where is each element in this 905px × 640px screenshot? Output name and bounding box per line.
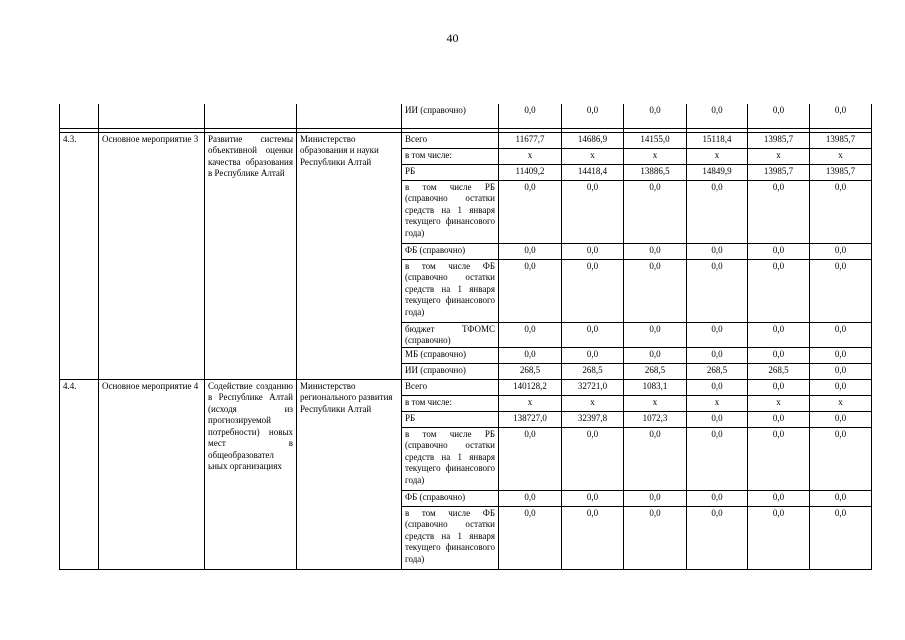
value-cell: 0,0: [810, 347, 872, 363]
value-cell: 0,0: [687, 411, 748, 427]
value-cell: 138727,0: [499, 411, 562, 427]
value-cell: 11409,2: [499, 164, 562, 180]
value-cell: 0,0: [624, 347, 687, 363]
value-cell: 14849,9: [687, 164, 748, 180]
value-cell: 14418,4: [562, 164, 624, 180]
funding-source: ФБ (справочно): [402, 243, 499, 259]
value-cell: 0,0: [748, 322, 810, 347]
value-cell: х: [748, 148, 810, 164]
value-cell: 0,0: [687, 490, 748, 506]
funding-source: в том числе ФБ (справочно остатки средств на 1 января текущего финансового года): [402, 259, 499, 322]
value-cell: х: [562, 395, 624, 411]
value-cell: 0,0: [687, 180, 748, 243]
value-cell: 0,0: [810, 427, 872, 490]
value-cell: 13985,7: [810, 164, 872, 180]
value-cell: 0,0: [562, 243, 624, 259]
value-cell: 0,0: [624, 104, 687, 128]
value-cell: 0,0: [624, 180, 687, 243]
budget-table: [59, 104, 872, 570]
value-cell: 268,5: [687, 363, 748, 379]
value-cell: 0,0: [499, 347, 562, 363]
value-cell: 0,0: [499, 322, 562, 347]
value-cell: 0,0: [810, 322, 872, 347]
value-cell: х: [624, 148, 687, 164]
measure-name-cell: [99, 104, 205, 128]
value-cell: 0,0: [810, 104, 872, 128]
value-cell: 0,0: [562, 180, 624, 243]
measure-code: 4.4.: [60, 379, 99, 569]
value-cell: 0,0: [748, 180, 810, 243]
funding-source: в том числе:: [402, 395, 499, 411]
funding-source: в том числе ФБ (справочно остатки средств на 1 января текущего финансового года): [402, 506, 499, 569]
budget-table-body: [60, 104, 872, 569]
funding-source: РБ: [402, 411, 499, 427]
value-cell: 268,5: [562, 363, 624, 379]
value-cell: 0,0: [748, 506, 810, 569]
value-cell: х: [562, 148, 624, 164]
value-cell: х: [624, 395, 687, 411]
funding-source: МБ (справочно): [402, 347, 499, 363]
value-cell: х: [687, 148, 748, 164]
value-cell: 0,0: [624, 506, 687, 569]
value-cell: 0,0: [562, 104, 624, 128]
value-cell: 0,0: [499, 427, 562, 490]
funding-source: бюджет ТФОМС (справочно): [402, 322, 499, 347]
value-cell: 0,0: [687, 427, 748, 490]
value-cell: 268,5: [624, 363, 687, 379]
measure-executor: Министерство регионального развития Республики Алтай: [297, 379, 402, 569]
value-cell: 0,0: [810, 243, 872, 259]
table-row: [60, 379, 872, 395]
value-cell: 268,5: [499, 363, 562, 379]
value-cell: 0,0: [687, 322, 748, 347]
funding-source: ФБ (справочно): [402, 490, 499, 506]
value-cell: 0,0: [624, 322, 687, 347]
value-cell: 0,0: [687, 506, 748, 569]
value-cell: 1072,3: [624, 411, 687, 427]
value-cell: 0,0: [499, 243, 562, 259]
goal-cell: [205, 104, 297, 128]
value-cell: х: [748, 395, 810, 411]
funding-source: РБ: [402, 164, 499, 180]
value-cell: 14155,0: [624, 132, 687, 148]
measure-name: Основное мероприятие 3: [99, 132, 205, 379]
value-cell: 268,5: [748, 363, 810, 379]
value-cell: 0,0: [562, 347, 624, 363]
value-cell: 0,0: [624, 259, 687, 322]
value-cell: 140128,2: [499, 379, 562, 395]
value-cell: 1083,1: [624, 379, 687, 395]
measure-goal: Развитие системы объективной оценки качества образования в Республике Алтай: [205, 132, 297, 379]
value-cell: 0,0: [624, 490, 687, 506]
value-cell: 0,0: [748, 490, 810, 506]
value-cell: 0,0: [562, 259, 624, 322]
value-cell: 13985,7: [748, 164, 810, 180]
value-cell: 0,0: [687, 243, 748, 259]
funding-source: в том числе:: [402, 148, 499, 164]
value-cell: 13985,7: [748, 132, 810, 148]
measure-name: Основное мероприятие 4: [99, 379, 205, 569]
value-cell: 0,0: [687, 379, 748, 395]
value-cell: 0,0: [562, 506, 624, 569]
value-cell: 0,0: [499, 259, 562, 322]
value-cell: 0,0: [562, 322, 624, 347]
value-cell: 0,0: [562, 427, 624, 490]
funding-source: в том числе РБ (справочно остатки средств на 1 января текущего финансового года): [402, 427, 499, 490]
value-cell: 0,0: [810, 180, 872, 243]
funding-source: Всего: [402, 132, 499, 148]
value-cell: 13985,7: [810, 132, 872, 148]
executor-cell: [297, 104, 402, 128]
value-cell: 0,0: [748, 347, 810, 363]
value-cell: 0,0: [499, 490, 562, 506]
value-cell: 0,0: [810, 490, 872, 506]
value-cell: 32397,8: [562, 411, 624, 427]
value-cell: 0,0: [810, 363, 872, 379]
value-cell: 0,0: [810, 411, 872, 427]
value-cell: 0,0: [499, 506, 562, 569]
value-cell: 14686,9: [562, 132, 624, 148]
value-cell: 0,0: [748, 411, 810, 427]
value-cell: 0,0: [499, 180, 562, 243]
measure-code: 4.3.: [60, 132, 99, 379]
source-cell: ИИ (справочно): [402, 104, 499, 128]
value-cell: 13886,5: [624, 164, 687, 180]
code-cell: [60, 104, 99, 128]
value-cell: х: [499, 148, 562, 164]
table-row: [60, 132, 872, 148]
funding-source: Всего: [402, 379, 499, 395]
value-cell: 0,0: [624, 243, 687, 259]
measure-goal: Содействие созданию в Республике Алтай (исходя из прогнозируемой потребности) новых мест в общеобразовател ьных организациях: [205, 379, 297, 569]
value-cell: 0,0: [687, 104, 748, 128]
value-cell: 0,0: [562, 490, 624, 506]
value-cell: 0,0: [748, 259, 810, 322]
value-cell: 0,0: [810, 506, 872, 569]
value-cell: 0,0: [499, 104, 562, 128]
value-cell: 32721,0: [562, 379, 624, 395]
page-number: 40: [446, 31, 459, 45]
value-cell: х: [810, 395, 872, 411]
value-cell: 0,0: [687, 347, 748, 363]
value-cell: 0,0: [624, 427, 687, 490]
value-cell: х: [499, 395, 562, 411]
value-cell: 0,0: [748, 427, 810, 490]
value-cell: 0,0: [810, 259, 872, 322]
value-cell: 0,0: [748, 243, 810, 259]
funding-source: ИИ (справочно): [402, 363, 499, 379]
measure-executor: Министерство образования и науки Республики Алтай: [297, 132, 402, 379]
funding-source: в том числе РБ (справочно остатки средств на 1 января текущего финансового года): [402, 180, 499, 243]
value-cell: х: [810, 148, 872, 164]
carry-row: [60, 104, 872, 128]
value-cell: 0,0: [687, 259, 748, 322]
value-cell: 15118,4: [687, 132, 748, 148]
value-cell: х: [687, 395, 748, 411]
value-cell: 0,0: [748, 104, 810, 128]
value-cell: 11677,7: [499, 132, 562, 148]
value-cell: 0,0: [748, 379, 810, 395]
value-cell: 0,0: [810, 379, 872, 395]
